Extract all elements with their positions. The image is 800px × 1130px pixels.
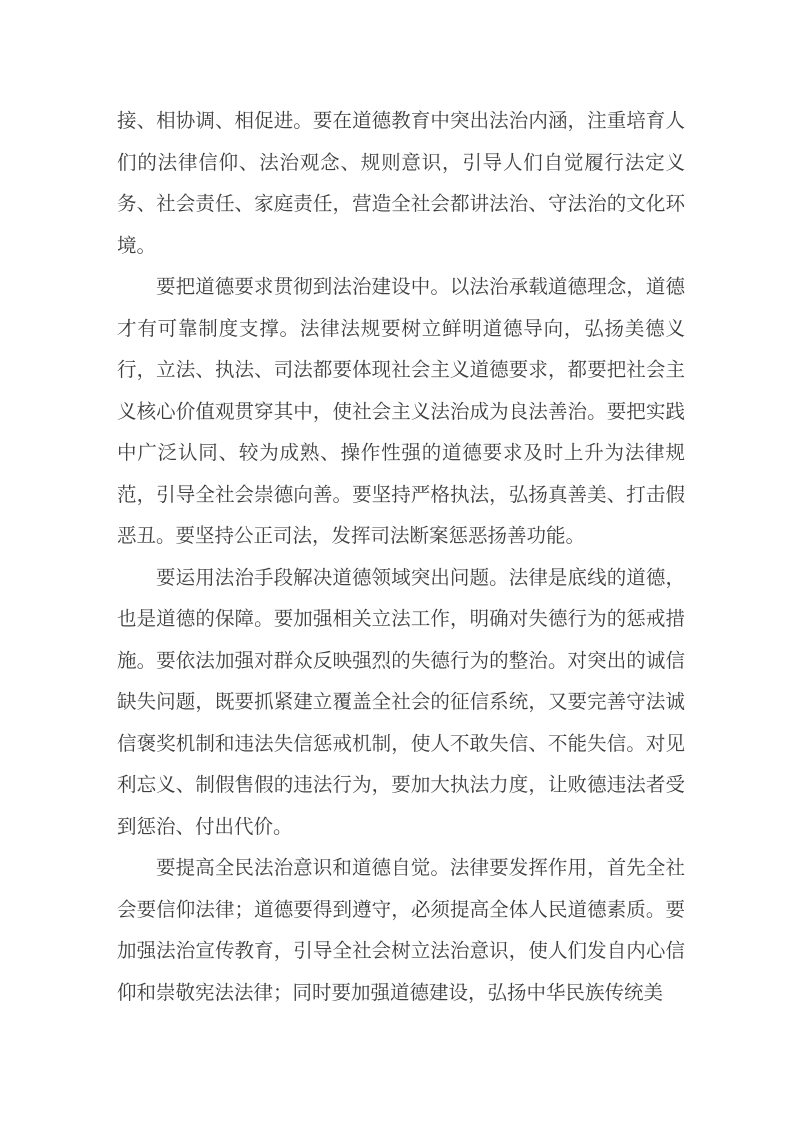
text-line: 恶丑。要坚持公正司法，发挥司法断案惩恶扬善功能。 bbox=[117, 525, 586, 547]
text-line: 也是道德的保障。要加强相关立法工作，明确对失德行为的惩戒措 bbox=[117, 608, 685, 630]
text-line: 缺失问题，既要抓紧建立覆盖全社会的征信系统，又要完善守法诚 bbox=[117, 691, 685, 713]
text-line: 仰和崇敬宪法法律；同时要加强道德建设，弘扬中华民族传统美 bbox=[117, 981, 664, 1004]
text-line: 境。 bbox=[117, 234, 157, 257]
text-line: 接、相协调、相促进。要在道德教育中突出法治内涵，注重培育人 bbox=[117, 110, 685, 132]
text-line: 要提高全民法治意识和道德自觉。法律要发挥作用，首先全社 bbox=[156, 857, 685, 879]
text-line: 信褒奖机制和违法失信惩戒机制，使人不敢失信、不能失信。对见 bbox=[117, 732, 685, 755]
text-line: 行，立法、执法、司法都要体现社会主义道德要求，都要把社会主 bbox=[117, 359, 685, 381]
text-line: 务、社会责任、家庭责任，营造全社会都讲法治、守法治的文化环 bbox=[117, 193, 685, 215]
text-line: 到惩治、付出代价。 bbox=[117, 815, 293, 838]
text-line: 施。要依法加强对群众反映强烈的失德行为的整治。对突出的诚信 bbox=[117, 649, 685, 672]
text-line: 要把道德要求贯彻到法治建设中。以法治承载道德理念，道德 bbox=[156, 276, 685, 298]
text-line: 加强法治宣传教育，引导全社会树立法治意识，使人们发自内心信 bbox=[117, 940, 685, 962]
document-text bbox=[117, 101, 685, 1014]
text-line: 义核心价值观贯穿其中，使社会主义法治成为良法善治。要把实践 bbox=[117, 400, 685, 423]
text-line: 们的法律信仰、法治观念、规则意识，引导人们自觉履行法定义 bbox=[117, 151, 685, 174]
text-line: 中广泛认同、较为成熟、操作性强的道德要求及时上升为法律规 bbox=[117, 442, 685, 464]
text-line: 要运用法治手段解决道德领域突出问题。法律是底线的道德， bbox=[156, 566, 685, 589]
text-line: 会要信仰法律；道德要得到遵守，必须提高全体人民道德素质。要 bbox=[117, 898, 685, 921]
text-line: 才有可靠制度支撑。法律法规要树立鲜明道德导向，弘扬美德义 bbox=[117, 317, 685, 340]
text-line: 范，引导全社会崇德向善。要坚持严格执法，弘扬真善美、打击假 bbox=[117, 483, 685, 506]
text-line: 利忘义、制假售假的违法行为，要加大执法力度，让败德违法者受 bbox=[117, 774, 685, 796]
